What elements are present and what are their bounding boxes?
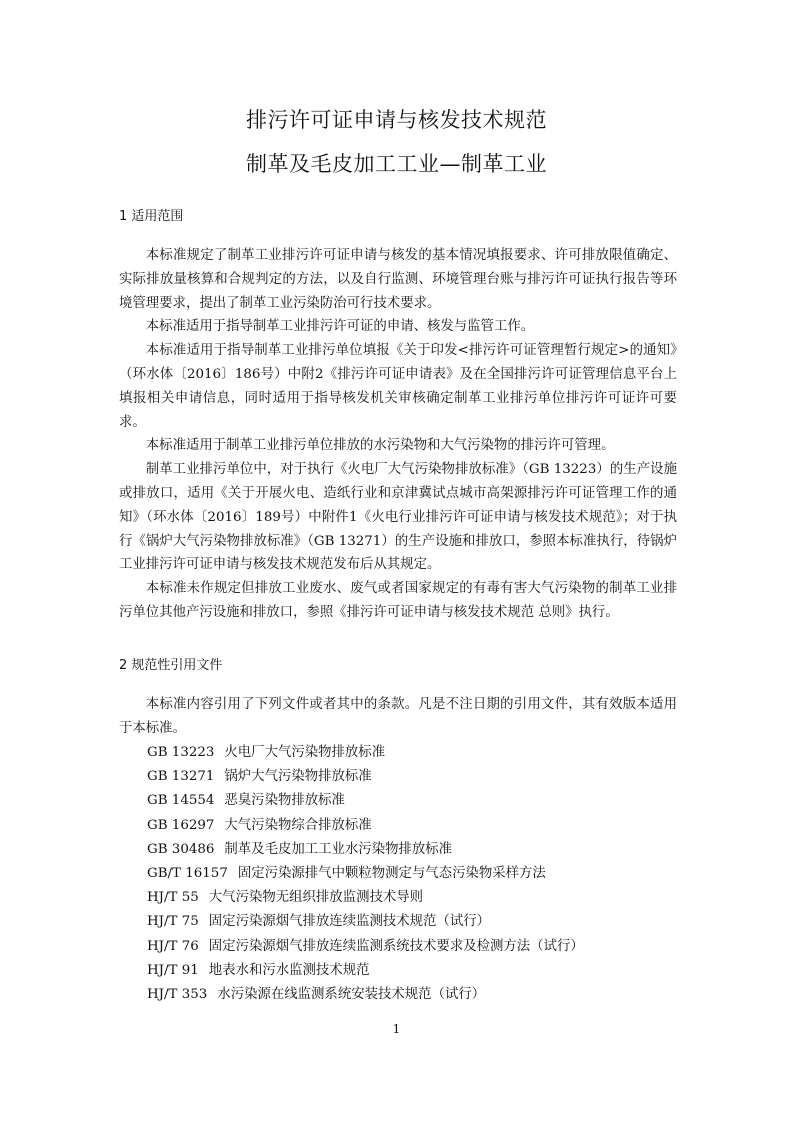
reference-code: GB 16297: [147, 817, 215, 833]
page-number: 1: [392, 1022, 401, 1036]
reference-item: [147, 814, 687, 838]
reference-code: HJ/T 75: [147, 914, 199, 930]
reference-code: GB 14554: [147, 793, 215, 809]
reference-item: [147, 862, 687, 886]
paragraph: 本标准适用于制革工业排污单位排放的水污染物和大气污染物的排污许可管理。: [145, 438, 615, 454]
reference-item: [147, 886, 687, 910]
reference-item: [147, 935, 687, 959]
paragraph: 本标准规定了制革工业排污许可证申请与核发的基本情况填报要求、许可排放限值确定、实际排放量核算和合规判定的方法，以及自行监测、环境管理台账与排污许可证执行报告等环境管理要求，提出了制革工业污染防治可行技术要求。: [119, 248, 677, 311]
reference-item: [147, 910, 687, 934]
document-title-line-2: 制革及毛皮加工工业—制革工业: [246, 152, 547, 176]
section-body-scope: [119, 244, 677, 625]
reference-title: 火电厂大气污染物排放标准: [224, 745, 386, 760]
paragraph: 本标准适用于指导制革工业排污单位填报《关于印发<排污许可证管理暂行规定>的通知》（环水体〔2016〕186号）中附2《排污许可证申请表》及在全国排污许可证管理信息平台上填报相关申请信息，同时适用于指导核发机关审核确定制革工业排污单位排污许可证许可要求。: [119, 343, 677, 430]
reference-code: HJ/T 353: [147, 987, 208, 1003]
paragraph: 本标准适用于指导制革工业排污许可证的申请、核发与监管工作。: [145, 319, 535, 335]
paragraph: 本标准内容引用了下列文件或者其中的条款。凡是不注日期的引用文件，其有效版本适用于本标准。: [119, 697, 677, 736]
reference-item: [147, 959, 687, 983]
reference-title: 制革及毛皮加工工业水污染物排放标准: [224, 841, 453, 857]
reference-item: [147, 765, 687, 789]
reference-list: [147, 741, 687, 1007]
reference-title: 地表水和污水监测技术规范: [208, 962, 370, 978]
reference-title: 恶臭污染物排放标准: [224, 793, 345, 809]
section-heading-scope: 1 适用范围: [119, 209, 184, 224]
reference-code: HJ/T 91: [147, 962, 199, 978]
reference-title: 水污染源在线监测系统安装技术规范（试行）: [217, 987, 486, 1003]
document-title-line-1: 排污许可证申请与核发技术规范: [246, 108, 547, 132]
reference-title: 固定污染源烟气排放连续监测技术规范（试行）: [208, 914, 490, 930]
section-heading-references: 2 规范性引用文件: [119, 658, 223, 673]
reference-item: [147, 741, 687, 765]
section-body-references: [119, 693, 677, 741]
reference-code: GB 30486: [147, 841, 215, 857]
reference-code: GB/T 16157: [147, 866, 228, 882]
paragraph: 本标准未作规定但排放工业废水、废气或者国家规定的有毒有害大气污染物的制革工业排污单位其他产污设施和排放口，参照《排污许可证申请与核发技术规范 总则》执行。: [119, 581, 677, 620]
reference-item: [147, 838, 687, 862]
reference-title: 锅炉大气污染物排放标准: [224, 769, 372, 785]
reference-code: HJ/T 55: [147, 890, 199, 906]
reference-item: [147, 789, 687, 813]
reference-item: [147, 983, 687, 1007]
reference-title: 固定污染源排气中颗粒物测定与气态污染物采样方法: [237, 866, 546, 882]
reference-code: GB 13223: [147, 745, 215, 760]
reference-title: 大气污染物综合排放标准: [224, 817, 372, 833]
paragraph: 制革工业排污单位中，对于执行《火电厂大气污染物排放标准》（GB 13223）的生产设施或排放口，适用《关于开展火电、造纸行业和京津冀试点城市高架源排污许可证管理工作的通知》（环水体〔2016〕189号）中附件1《火电行业排污许可证申请与核发技术规范》；对于执行《锅炉大气污染物排放标准》（GB 13271）的生产设施和排放口，参照本标准执行，待锅炉工业排污许可证申请与核发技术规范发布后从其规定。: [119, 462, 677, 573]
reference-code: GB 13271: [147, 769, 215, 785]
reference-title: 大气污染物无组织排放监测技术导则: [208, 890, 424, 906]
reference-code: HJ/T 76: [147, 938, 199, 954]
reference-title: 固定污染源烟气排放连续监测系统技术要求及检测方法（试行）: [208, 938, 584, 954]
